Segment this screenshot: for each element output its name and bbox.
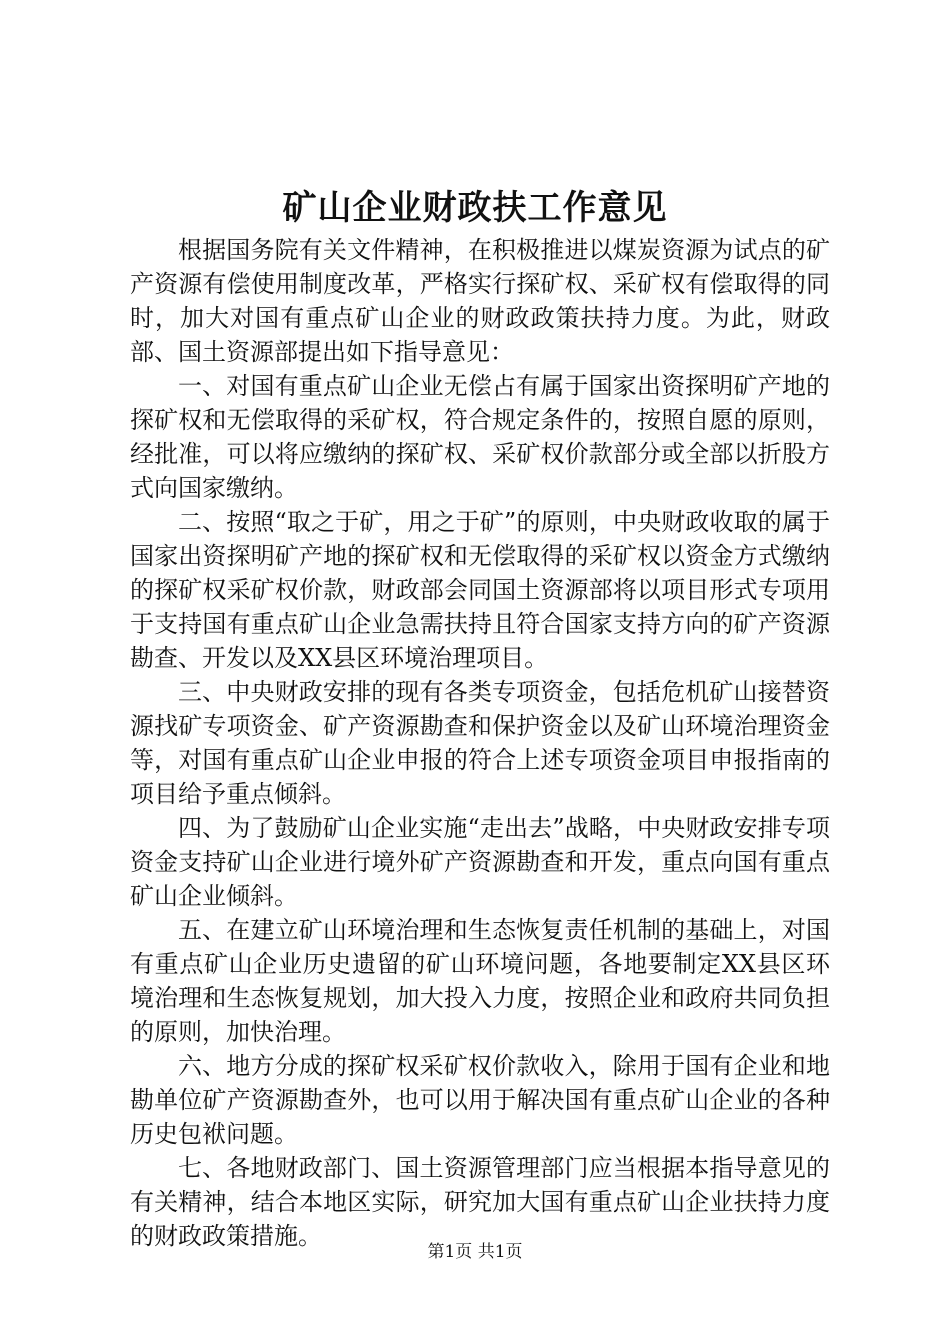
document-title: 矿山企业财政扶工作意见 [282, 188, 668, 228]
paragraph-intro: 根据国务院有关文件精神，在积极推进以煤炭资源为试点的矿产资源有偿使用制度改革，严格实行探矿权、采矿权有偿取得的同时，加大对国有重点矿山企业的财政政策扶持力度。为此，财政部、国土资源部提出如下指导意见： [130, 236, 830, 366]
paragraph-item-6: 六、地方分成的探矿权采矿权价款收入，除用于国有企业和地勘单位矿产资源勘查外，也可以用于解决国有重点矿山企业的各种历史包袱问题。 [130, 1052, 830, 1148]
paragraph-item-3: 三、中央财政安排的现有各类专项资金，包括危机矿山接替资源找矿专项资金、矿产资源勘查和保护资金以及矿山环境治理资金等，对国有重点矿山企业申报的符合上述专项资金项目申报指南的项目给予重点倾斜。 [130, 678, 830, 808]
paragraph-item-5: 五、在建立矿山环境治理和生态恢复责任机制的基础上，对国有重点矿山企业历史遗留的矿山环境问题，各地要制定XX县区环境治理和生态恢复规划，加大投入力度，按照企业和政府共同负担的原则，加快治理。 [130, 916, 830, 1046]
document-body [130, 233, 830, 1253]
page-number-footer: 第1页 共1页 [427, 1242, 523, 1262]
paragraph-item-4: 四、为了鼓励矿山企业实施“走出去”战略，中央财政安排专项资金支持矿山企业进行境外矿产资源勘查和开发，重点向国有重点矿山企业倾斜。 [130, 814, 830, 910]
paragraph-item-1: 一、对国有重点矿山企业无偿占有属于国家出资探明矿产地的探矿权和无偿取得的采矿权，符合规定条件的，按照自愿的原则，经批准，可以将应缴纳的探矿权、采矿权价款部分或全部以折股方式向国家缴纳。 [130, 372, 830, 502]
paragraph-item-7: 七、各地财政部门、国土资源管理部门应当根据本指导意见的有关精神，结合本地区实际，研究加大国有重点矿山企业扶持力度的财政政策措施。 [130, 1154, 830, 1250]
paragraph-item-2: 二、按照“取之于矿，用之于矿”的原则，中央财政收取的属于国家出资探明矿产地的探矿权和无偿取得的采矿权以资金方式缴纳的探矿权采矿权价款，财政部会同国土资源部将以项目形式专项用于支持国有重点矿山企业急需扶持且符合国家支持方向的矿产资源勘查、开发以及XX县区环境治理项目。 [130, 508, 830, 672]
